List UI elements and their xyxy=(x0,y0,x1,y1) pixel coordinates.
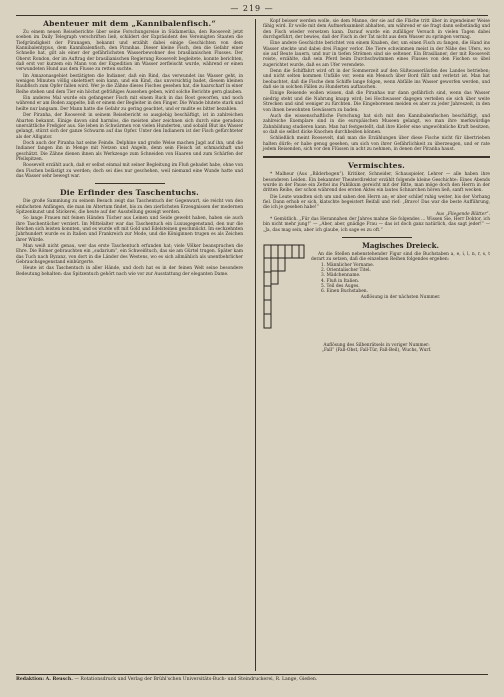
source-attribution: Aus „Fliegende Blätter“. xyxy=(436,211,490,217)
paragraph: * Gemütlich. „Für das Herannahen der Jahres mahne Sie folgendes ... Wissen Sie, Herr Doktor, ich bin nicht mehr jung!“ — „Aber, aber, gnädige Frau — das ist doch ganz natürlich, das sagt jeder!“ — „Ja, das mag sein, aber ich glaube, ich sage es zu oft.“ xyxy=(263,217,490,233)
paragraph: Zu einem neuen Reiseberichte über seine Forschungsreise in Südamerika, den Rooseveit jetzt soeben im Daily Telegraph verschriften ließ, schildert der Expräsident des Vereinigten Staaten die Tiefgründigkeit der Piranagen, bekannt und erzählt dabei einige Geschichten von dem Kannibalentypus, dem Kannibalenfisch, den Piranhas. Dieser kleine Fisch, den die Gefahr einer Schnelle hat, gilt als einer der gefährlichsten Wasserbewohner des brasilianischen Flusses. Der Oberst Rondon, der im Auftrag der brasilianischen Regierung Roosevelt begleitete, konnte berichten, daß erst vor kurzem ein Mann von der Expedition im Wasser zerfleischt wurde, während er einen verwundeten Hund aus dem Flusse zu retten suchte. xyxy=(16,30,243,73)
section-divider xyxy=(95,183,165,184)
paragraph: Man weiß nicht genau, wer das erste Taschentuch erfunden hat; viele Völker beanspruchen die Ehre. Die Römer gebrauchten ein „sudarium“, ein Schweißtuch, das sie am Gürtel trugen. Später kam das Tuch nach Byzanz, von dort in die Länder des Westens, wo es sich allmählich als unentbehrlicher Gebrauchsgegenstand einbürgerte. xyxy=(16,244,243,266)
puzzle-clues xyxy=(311,263,490,295)
paragraph: So lange Frauen mit feinen Händen Tücher aus Leinen und Seide gewebt haben, haben sie auch ihre Taschentücher verziert. Im Mittelalter war das Taschentuch ein Luxusgegenstand, den nur die Reichen sich leisten konnten, und es wurde oft mit Gold und Edelsteinen geschmückt. Im sechzehnten Jahrhundert wurde es in Italien und Frankreich zur Mode, und die Königinnen trugen es als Zeichen ihrer Würde. xyxy=(16,216,243,243)
paragraph: Kopf beisser werden wolle, sie dem Manne, der sie auf die Fläche tritt über in irgendeiner Weise fähig wird. Er wolle mit dem Aufmerksamkeit abhalten, um während er sie fragt dann selbständig und den Fisch wieder versetzen kann. Darauf wurde ein zufälliger Versuch in vielen Tagen dabei durchgeführt, der bewies, daß der Fisch in der Tat nicht aus dem Wasser zu springen vermag. xyxy=(263,19,490,41)
paragraph: Die Leute wandten sich um und sahen den Herrn an; er aber schlief ruhig weiter, bis der Vorhang fiel. Dann erhob er sich, klatschte begeistert Beifall und rief: „Bravo! Das war die beste Aufführung, die ich je gesehen habe!“ xyxy=(263,194,490,211)
paragraph: Denn die Schiffahrt wird oft in der Sommerzeit auf den Süßwasserläufen des Landes betrieben; und nicht selten kommen Unfälle vor, wenn ein Mensch über Bord fällt und verletzt ist. Man hat beobachtet, daß die Fische dem Schiffe lange folgen, wenn Abfälle ins Wasser geworfen werden, und daß sie in solchen Fällen zu Hunderten auftauchen. xyxy=(263,69,490,91)
puzzle-clue: 1. Männlicher Vorname. xyxy=(321,262,375,268)
paragraph: Im Amazonasgebiet bestätigten die Indianer, daß ein Rind, das verwundet ins Wasser geht, in wenigen Minuten völlig skelettiert sein kann, und ein Kind, das unvorsichtig badet, diesem kleinen Raubfisch zum Opfer fallen wird. Wer je die Zähne dieses Fisches gesehen hat, die haarscharf in einer Reihe stehen und dem Tier ein höchst gefräßiges Aussehen geben, wird solche Berichte gern glauben. xyxy=(16,73,243,95)
puzzle-block xyxy=(263,242,490,340)
column-divider xyxy=(255,19,256,671)
section-title: Vermischtes. xyxy=(347,161,406,171)
article-title: Die Erfinder des Taschentuchs. xyxy=(60,188,199,198)
section-divider xyxy=(342,237,412,238)
puzzle-text xyxy=(311,242,490,300)
imprint-footer xyxy=(16,674,488,683)
puzzle-clue: 5. Teil des Auges. xyxy=(321,284,360,290)
puzzle-note: Auflösung in der nächsten Nummer. xyxy=(360,294,441,300)
paragraph: Ein anderes Mal wurde ein gefangener Fisch mit einem Ruck in das Boot geworfen, und noch während er am Boden zappelte, biß er einem der Begleiter in den Finger. Die Wunde blutete stark und heilte nur langsam. Der Mann hatte die Gefahr zu gering geachtet, und er mußte es bitter bezahlen. xyxy=(16,96,243,112)
section-divider xyxy=(263,156,490,158)
solution-text: „Fall“ (Fall-Obst, Fall-Tür, Fall-Beil), Wuchs, Wurf. xyxy=(321,348,432,354)
paragraph: Der Piranha, der Rooseveit in seinem Reisebericht so ausgiebig beschäftigt, ist in zahlreichen Abarten bekannt. Einige davon sind harmlos, die meisten aber zeichnen sich durch eine geradezu unersättliche Freßgier aus. Sie leben in Schwärmen von vielen Hunderten, und sobald Blut ins Wasser gelangt, stürzt sich der ganze Schwarm auf das Opfer. Unter den Indianern ist der Fisch gefürchteter als der Alligator. xyxy=(16,113,243,140)
solution-label: Auflösung des Silbenrätsels in voriger Nummer: xyxy=(323,343,430,349)
puzzle-clue: 3. Mädchenname. xyxy=(321,273,361,279)
left-column xyxy=(16,19,243,278)
paragraph: * Malheur (Aus „Bilderbogen“). Kritiker, Schneider, Schauspieler, Lehrer — alle haben ihre besonderen Leiden. Ein bekannter Theaterdirektor erzählt folgende kleine Geschichte: Eines Abends wurde in der Pause ein Zettel ins Publikum gereicht mit der Bitte, man möge doch den Herrn in der dritten Reihe, der schon während des ersten Aktes ein lautes Schnarchen hören ließ, sanft wecken. xyxy=(263,172,490,194)
paragraph: Heute ist das Taschentuch in aller Hände, und doch hat es in der feinen Welt seine besondere Bedeutung behalten: das Spitzentuch gehört nach wie vor zur Ausstattung der eleganten Dame. xyxy=(16,266,243,277)
paragraph: Die große Sammlung zu seinem Besuch zeigt das Taschentuch der Gegenwart, sie reicht von den einfachsten Anfängen, die man im Altertum findet, bis zu den zierlichsten Erzeugnissen der modernen Spitzenkunst und Stickerei, die heute auf der Ausstellung gezeigt werden. xyxy=(16,199,243,215)
press-info: — Rotationsdruck und Verlag der Brühl'schen Universitäts-Buch- und Steindruckerei, R. Lange, Gießen. xyxy=(74,677,318,682)
editor-label: Redaktion: A. Reusch. xyxy=(16,677,73,682)
article-continuation xyxy=(263,19,490,152)
puzzle-clue: 6. Einen Buchstaben. xyxy=(321,289,368,295)
paragraph: Auch die wissenschaftliche Forschung hat sich mit den Kannibalenfischen beschäftigt, und zahlreiche Exemplare sind in die europäischen Museen gelangt, wo man ihre merkwürdige Zahnbildung studieren kann. Man hat festgestellt, daß ihre Kiefer eine ungewöhnliche Kraft besitzen, so daß sie selbst dicke Knochen durchbeißen können. xyxy=(263,113,490,135)
article-body xyxy=(16,199,243,277)
paragraph: Einige Reisende wollen wissen, daß die Piranhas nur dann gefährlich sind, wenn das Wasser niedrig steht und die Nahrung knapp wird; bei Hochwasser dagegen verteilen sie sich über weite Strecken und sind weniger zu fürchten. Die Eingeborenen meiden es aber zu jeder Jahreszeit, in den von ihnen bewohnten Gewässern zu baden. xyxy=(263,91,490,113)
puzzle-title: Magisches Dreieck. xyxy=(362,241,439,251)
puzzle-triangle-grid xyxy=(263,244,305,329)
right-column xyxy=(263,19,490,354)
paragraph: Schließlich meint Roosevelt, daß man die Erzählungen über diese Fische nicht für übertrieben halten dürfe; er habe genug gesehen, um sich von ihrer Gefährlichkeit zu überzeugen, und er rate jedem Reisenden, sich vor den Flüssen in acht zu nehmen, in denen der Piranha haust. xyxy=(263,136,490,152)
article-body xyxy=(16,30,243,179)
puzzle-intro: An die Stellen nebenstehender Figur sind die Buchstaben a, e, i, l, n, r, s, t derart zu setzen, daß die einzelnen Reihen folgendes ergeben: xyxy=(311,252,490,263)
previous-solution xyxy=(263,343,490,354)
page-number: — 219 — xyxy=(230,4,274,13)
header-rule xyxy=(16,15,488,16)
paragraph: Roosevelt erzählt auch, daß er selbst einmal mit seiner Begleitung im Fluß gebadet habe, ohne von den Fischen belästigt zu werden; doch sei dies nur geschehen, weil niemand eine Wunde hatte und das Wasser sehr bewegt war. xyxy=(16,163,243,179)
paragraph: Doch auch der Piranha hat seine Feinde. Delphine und große Welse machen Jagd auf ihn, und die Indianer fangen ihn in Menge mit Netzen und Angeln, denn sein Fleisch ist schmackhaft und geschätzt. Die Zähne dienen ihnen als Werkzeuge zum Schneiden von Haaren und zum Schärfen der Pfeilspitzen. xyxy=(16,140,243,162)
article-title: Abenteuer mit dem „Kannibalenfisch.“ xyxy=(43,19,216,28)
paragraph: Eine andere Geschichte berichtet von einem Knaben, der, um einen Fisch zu fangen, die Hand ins Wasser steckte und dabei drei Finger verlor. Die Tiere schwimmen meist in der Nähe des Ufers, wo sie auf Beute lauern, und nur in tiefen Strömen sind sie seltener. Ein Brasilianer, der mit Rooseveit reiste, erzählte, daß sein Pferd beim Durchschwimmen eines Flusses von den Fischen so übel zugerichtet wurde, daß es am Ufer verendete. xyxy=(263,41,490,68)
puzzle-clue: 2. Orientalischer Titel. xyxy=(321,268,371,274)
puzzle-clue: 4. Fluß in Italien. xyxy=(321,278,360,284)
